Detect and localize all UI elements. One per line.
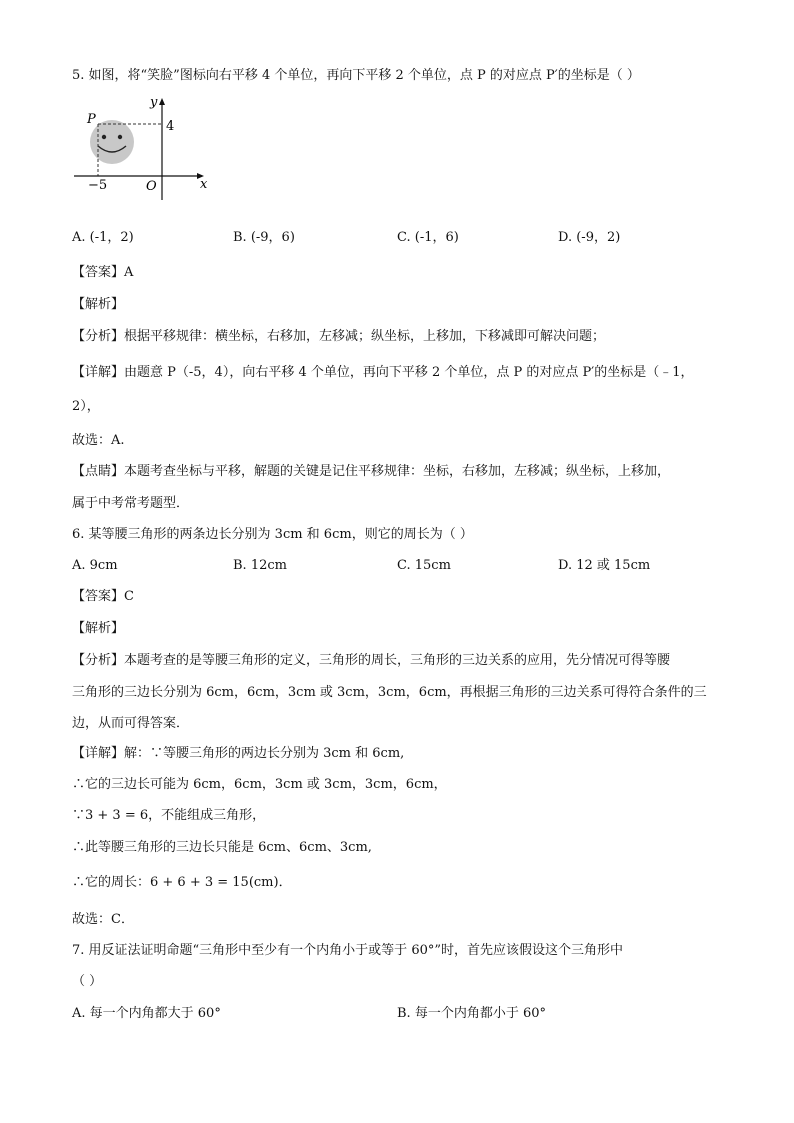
q5-option-b: B. (-9，6) (233, 230, 295, 245)
q5-xiangjie-line1: 【详解】由题意 P（-5，4），向右平移 4 个单位，再向下平移 2 个单位，点 P 的对应点 P′的坐标是（﹣1， (72, 365, 694, 380)
q6-analysis-title: 【解析】 (72, 621, 125, 636)
q6-xiangjie-line2: ∴它的三边长可能为 6cm，6cm，3cm 或 3cm，3cm，6cm， (72, 777, 447, 792)
q6-option-a: A. 9cm (72, 558, 118, 573)
q7-stem: 7. 用反证法证明命题“三角形中至少有一个内角小于或等于 60°”时，首先应该假设这个三角形中 (72, 943, 624, 958)
q5-choose: 故选：A. (72, 433, 125, 448)
q5-xiangjie-line2: 2）， (72, 399, 100, 414)
y-label: y (150, 95, 158, 110)
q6-xiangjie-line4: ∴此等腰三角形的三边长只能是 6cm、6cm、3cm, (72, 840, 372, 855)
q5-stem: 5. 如图，将“笑脸”图标向右平移 4 个单位，再向下平移 2 个单位，点 P 的对应点 P′的坐标是（ ） (72, 68, 640, 83)
q6-answer: 【答案】C (72, 589, 134, 604)
smiley-right-eye (118, 135, 122, 139)
q6-fenxi-line2: 三角形的三边长分别为 6cm，6cm，3cm 或 3cm，3cm，6cm，再根据三角形的三边关系可得符合条件的三 (72, 685, 707, 700)
point-p-label: P (87, 112, 96, 127)
q6-xiangjie-line1: 【详解】解：∵等腰三角形的两边长分别为 3cm 和 6cm, (72, 746, 405, 761)
smiley-face-icon (90, 120, 134, 164)
q6-choose: 故选：C． (72, 912, 134, 927)
q7-paren: （ ） (72, 974, 103, 989)
q5-option-d: D. (-9，2) (558, 230, 621, 245)
q6-fenxi-line1: 【分析】本题考查的是等腰三角形的定义，三角形的周长，三角形的三边关系的应用，先分情况可得等腰 (72, 653, 671, 668)
q5-dianjing-line1: 【点睛】本题考查坐标与平移，解题的关键是记住平移规律：坐标，右移加，左移减；纵坐标，上移加， (72, 464, 671, 479)
q6-option-d: D. 12 或 15cm (558, 558, 651, 573)
q5-option-a: A. (-1，2) (72, 230, 134, 245)
q6-xiangjie-line3: ∵3 + 3 = 6，不能组成三角形， (72, 808, 266, 823)
y-axis-arrow (159, 98, 165, 105)
q7-option-a: A. 每一个内角都大于 60° (72, 1006, 221, 1021)
x-label: x (200, 177, 208, 192)
q5-fenxi: 【分析】根据平移规律：横坐标，右移加，左移减；纵坐标，上移加，下移减即可解决问题； (72, 329, 606, 344)
tick-neg5-label: −5 (88, 178, 108, 193)
q6-option-b: B. 12cm (233, 558, 287, 573)
q6-stem: 6. 某等腰三角形的两条边长分别为 3cm 和 6cm，则它的周长为（ ） (72, 527, 473, 542)
q5-analysis-title: 【解析】 (72, 297, 125, 312)
origin-label: O (146, 179, 157, 194)
q7-option-b: B. 每一个内角都小于 60° (397, 1006, 546, 1021)
smiley-left-eye (102, 135, 106, 139)
coordinate-figure (70, 92, 215, 200)
q5-answer: 【答案】A (72, 265, 134, 280)
q5-dianjing-line2: 属于中考常考题型． (72, 496, 190, 511)
q6-fenxi-line3: 边，从而可得答案． (72, 716, 190, 731)
tick-4-label: 4 (166, 119, 175, 134)
q6-xiangjie-line5: ∴它的周长：6 + 6 + 3 = 15(cm)． (72, 875, 292, 890)
q6-option-c: C. 15cm (397, 558, 451, 573)
q5-option-c: C. (-1，6) (397, 230, 459, 245)
